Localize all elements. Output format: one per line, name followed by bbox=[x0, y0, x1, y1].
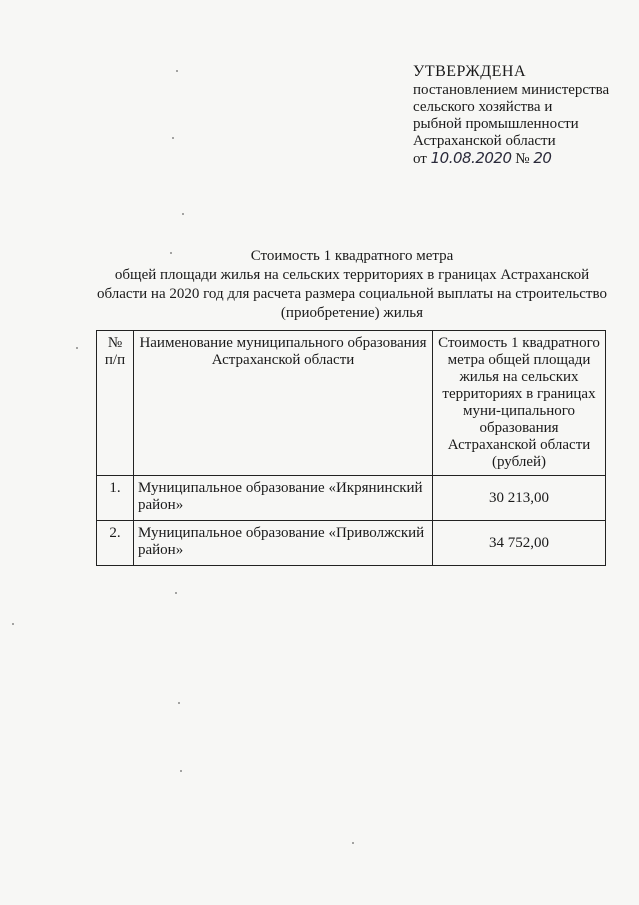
handwritten-number: 20 bbox=[533, 149, 552, 167]
scan-speck bbox=[180, 770, 182, 772]
approval-line: постановлением министерства bbox=[413, 82, 610, 98]
table-header-row bbox=[97, 331, 606, 476]
scan-speck bbox=[170, 252, 172, 254]
approval-line: рыбной промышленности bbox=[413, 116, 579, 132]
approval-line: сельского хозяйства и bbox=[413, 99, 553, 115]
date-prefix: от bbox=[413, 151, 427, 167]
scan-speck bbox=[176, 70, 178, 72]
scan-speck bbox=[76, 347, 78, 349]
title-line: Стоимость 1 квадратного метра bbox=[250, 248, 454, 264]
number-sign: № bbox=[515, 151, 530, 167]
row-num: 2. bbox=[97, 521, 134, 566]
cost-table bbox=[96, 330, 606, 566]
scan-speck bbox=[352, 842, 354, 844]
row-cost: 30 213,00 bbox=[433, 476, 606, 521]
scan-speck bbox=[175, 592, 177, 594]
approval-date-line bbox=[413, 150, 628, 168]
scan-speck bbox=[178, 702, 180, 704]
table-row bbox=[97, 476, 606, 521]
header-num: № п/п bbox=[97, 331, 134, 476]
row-num: 1. bbox=[97, 476, 134, 521]
row-name: Муниципальное образование «Икрянинский район» bbox=[134, 476, 433, 521]
header-cost: Стоимость 1 квадратного метра общей площади жилья на сельских территориях в границах муни-ципального образования Астраханской области (рублей) bbox=[433, 331, 606, 476]
title-line: (приобретение) жилья bbox=[280, 305, 424, 321]
scan-speck bbox=[172, 137, 174, 139]
handwritten-date: 10.08.2020 bbox=[430, 149, 512, 167]
title-line: области на 2020 год для расчета размера социальной выплаты на строительство bbox=[97, 286, 607, 302]
row-name: Муниципальное образование «Приволжский район» bbox=[134, 521, 433, 566]
approval-line: Астраханской области bbox=[413, 133, 556, 149]
title-line: общей площади жилья на сельских территориях в границах Астраханской bbox=[114, 267, 590, 283]
scan-speck bbox=[12, 623, 14, 625]
header-name: Наименование муниципального образования Астраханской области bbox=[134, 331, 433, 476]
table-row bbox=[97, 521, 606, 566]
scan-speck bbox=[182, 213, 184, 215]
document-title bbox=[94, 247, 610, 323]
approval-title: УТВЕРЖДЕНА bbox=[413, 63, 527, 80]
row-cost: 34 752,00 bbox=[433, 521, 606, 566]
approval-stamp bbox=[413, 63, 628, 168]
